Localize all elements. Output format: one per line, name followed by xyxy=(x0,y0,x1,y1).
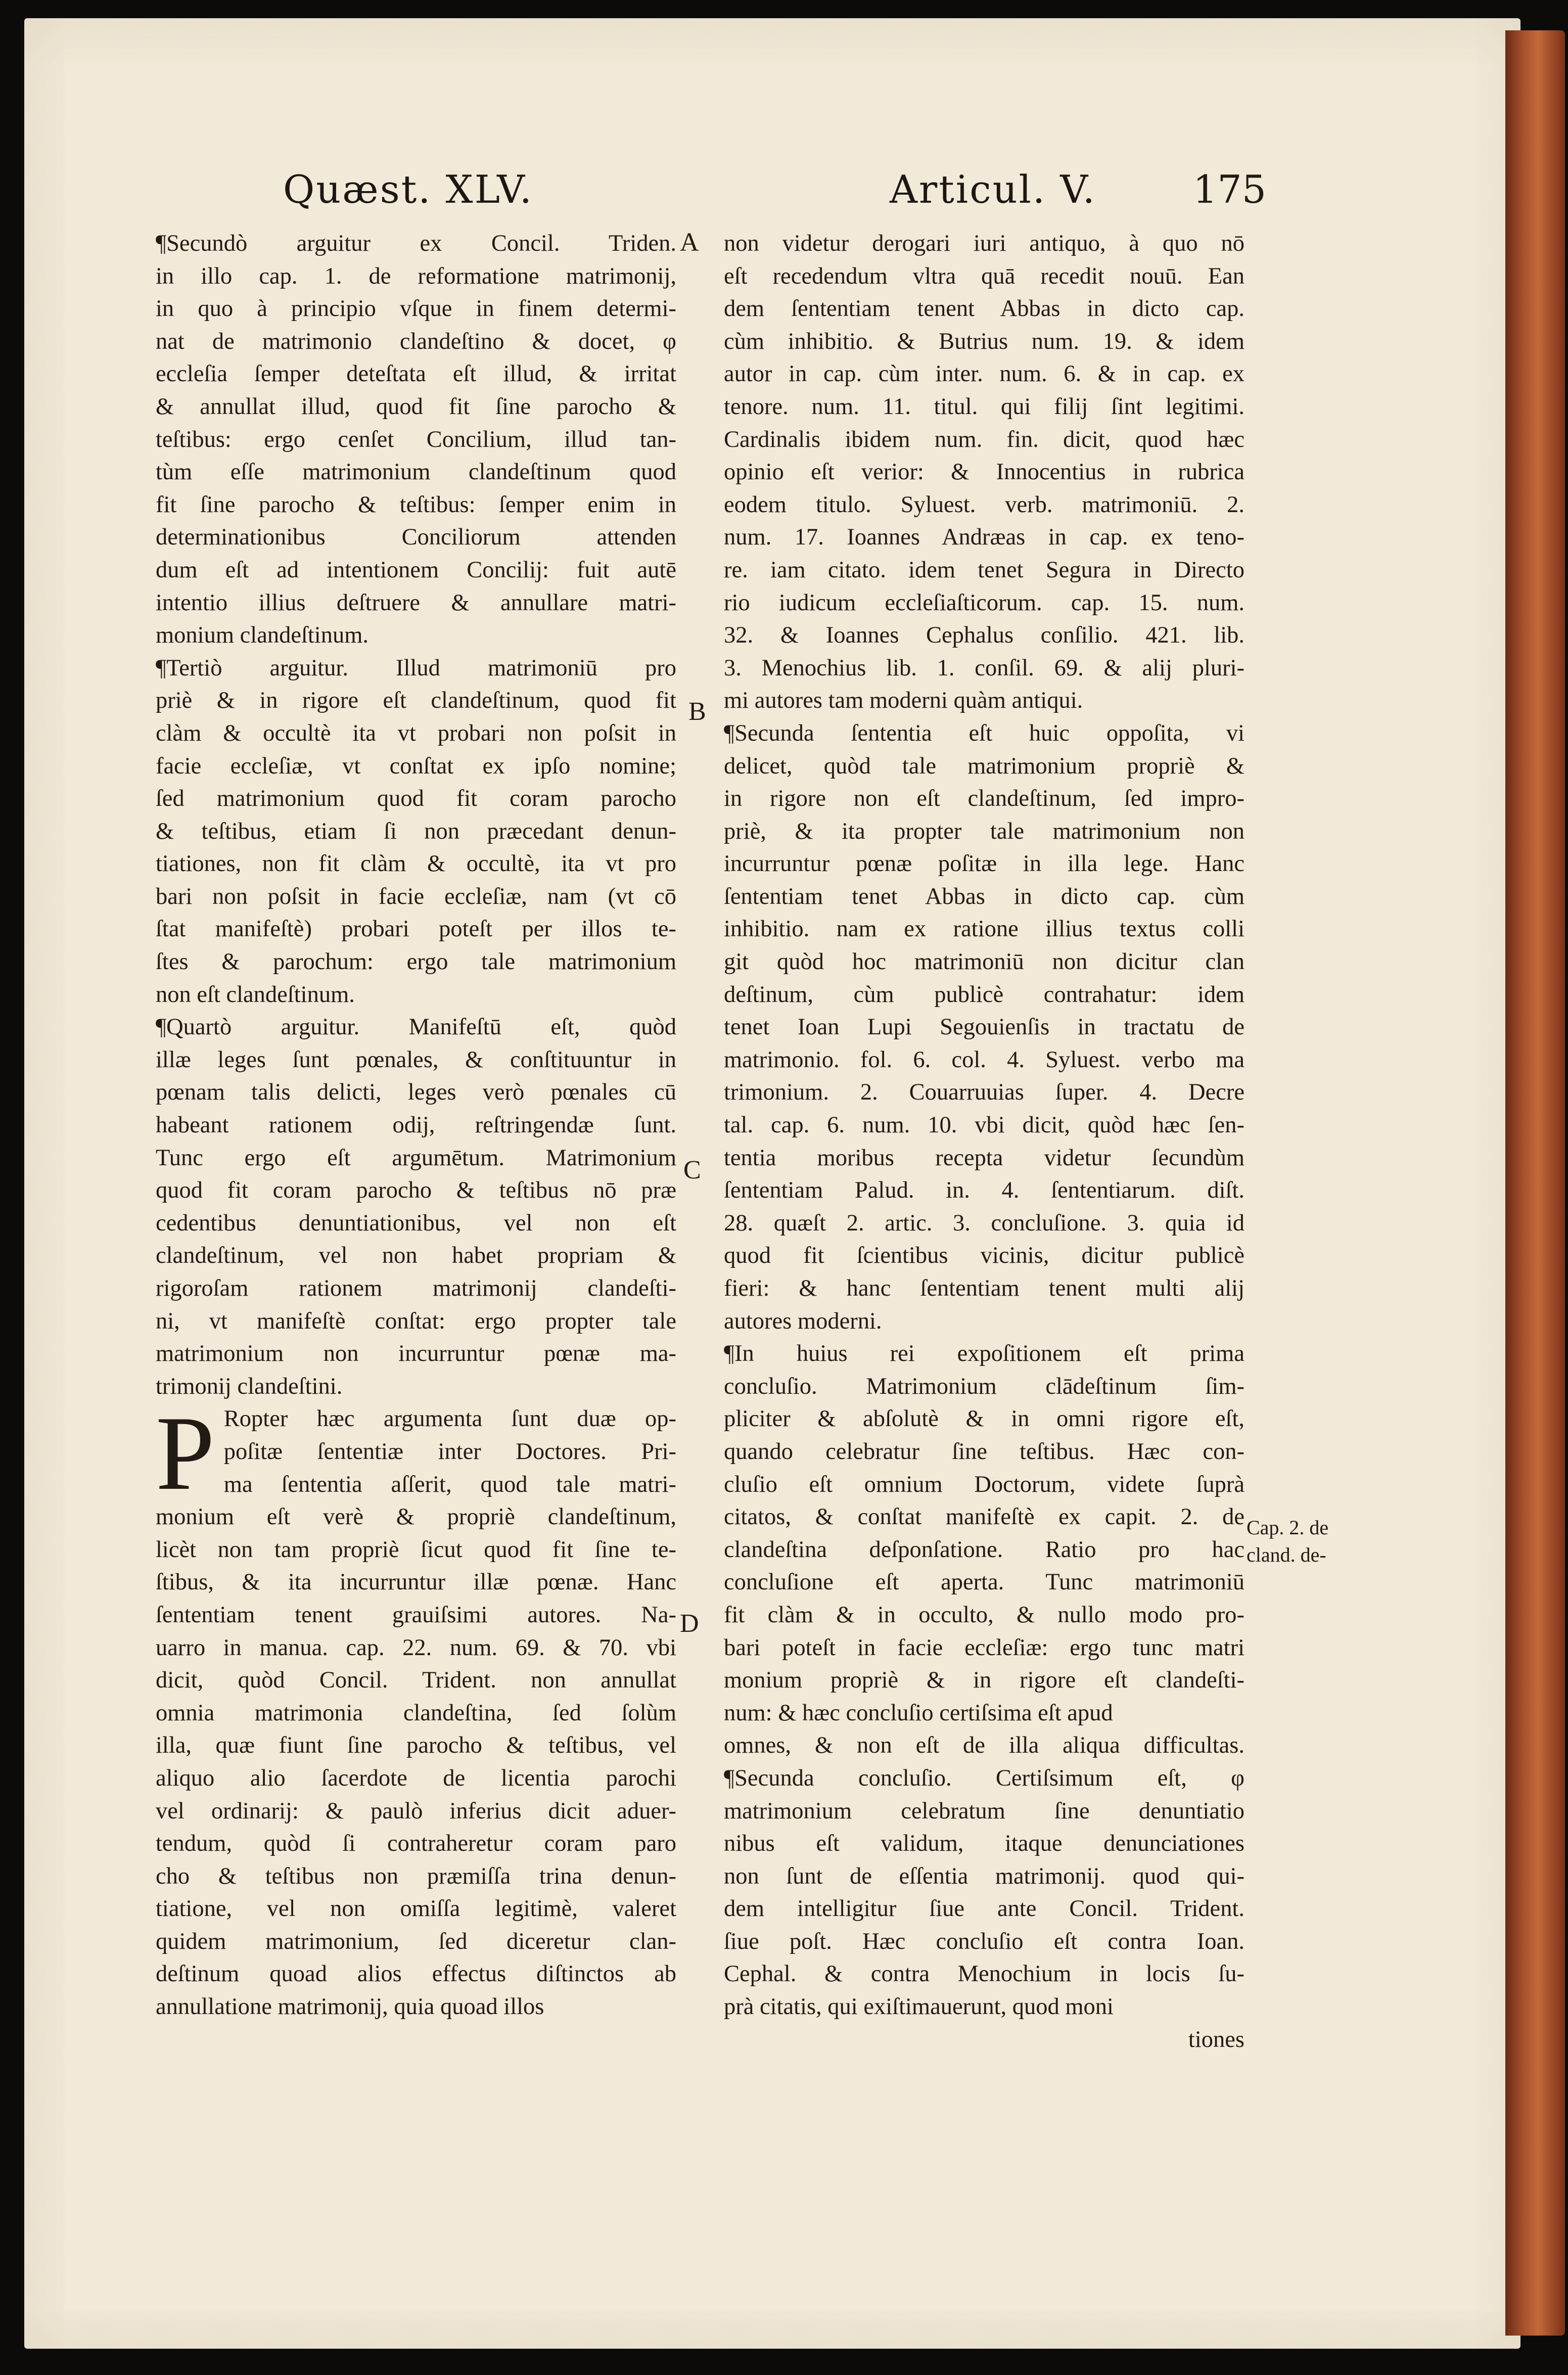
text-line: priè, & ita propter tale matrimonium non xyxy=(724,818,1244,844)
text-line: & teſtibus, etiam ſi non præcedant denun- xyxy=(156,818,676,844)
text-line: determinationibus Conciliorum attenden xyxy=(156,524,676,551)
text-line: dem intelligitur ſiue ante Concil. Trident. xyxy=(724,1896,1244,1922)
text-line: nibus eſt validum, itaque denunciationes xyxy=(724,1831,1244,1857)
text-line: ¶Secunda concluſio. Certiſsimum eſt, φ xyxy=(724,1765,1244,1791)
text-line: monium clandeſtinum. xyxy=(156,622,369,649)
text-line: ſtibus, & ita incurruntur illæ pœnæ. Hanc xyxy=(156,1569,676,1595)
text-line: dum eſt ad intentionem Concilij: fuit autē xyxy=(156,557,676,583)
text-line: eodem titulo. Syluest. verb. matrimoniū. 2. xyxy=(724,491,1244,518)
text-line: Ropter hæc argumenta ſunt duæ op- xyxy=(223,1406,676,1432)
text-line: num. 17. Ioannes Andræas in cap. ex teno- xyxy=(724,524,1244,551)
text-line: re. iam citato. idem tenet Segura in Directo xyxy=(724,557,1244,583)
text-line: matrimonio. fol. 6. col. 4. Syluest. verbo ma xyxy=(724,1046,1244,1073)
text-line: bari non poſsit in facie eccleſiæ, nam (vt cō xyxy=(156,883,676,909)
text-line: 28. quæſt 2. artic. 3. concluſione. 3. quia id xyxy=(724,1210,1244,1236)
text-line: matrimonium celebratum ſine denuntiatio xyxy=(724,1798,1244,1824)
text-line: Cephal. & contra Menochium in locis ſu- xyxy=(724,1961,1244,1987)
text-line: git quòd hoc matrimoniū non dicitur clan xyxy=(724,949,1244,975)
text-line: 3. Menochius lib. 1. conſil. 69. & alij pluri- xyxy=(724,655,1244,681)
text-line: omnes, & non eſt de illa aliqua difficultas. xyxy=(724,1732,1244,1759)
text-line: prà citatis, qui exiſtimauerunt, quod moni xyxy=(724,1994,1114,2020)
text-line: concluſione eſt aperta. Tunc matrimoniū xyxy=(724,1569,1244,1595)
text-line: autores moderni. xyxy=(724,1308,882,1334)
text-line: non ſunt de eſſentia matrimonij. quod qui- xyxy=(724,1863,1244,1889)
text-line: inhibitio. nam ex ratione illius textus colli xyxy=(724,916,1244,942)
text-line: nat de matrimonio clandeſtino & docet, φ xyxy=(156,328,676,354)
text-line: ſententiam tenent grauiſsimi autores. Na- xyxy=(156,1602,676,1628)
text-line: mi autores tam moderni quàm antiqui. xyxy=(724,688,1083,714)
right-column-text xyxy=(724,227,1244,2056)
text-line: tenet Ioan Lupi Segouienſis in tractatu de xyxy=(724,1014,1244,1040)
text-line: fit clàm & in occulto, & nullo modo pro- xyxy=(724,1602,1244,1628)
text-line: clandeſtinum, vel non habet propriam & xyxy=(156,1243,676,1269)
text-line: ſed matrimonium quod fit coram parocho xyxy=(156,786,676,812)
text-line: fieri: & hanc ſententiam tenent multi alij xyxy=(724,1275,1244,1301)
text-line: quidem matrimonium, ſed diceretur clan- xyxy=(156,1928,676,1954)
text-line: deſtinum, cùm publicè contrahatur: idem xyxy=(724,981,1244,1008)
text-line: rio iudicum eccleſiaſticorum. cap. 15. num. xyxy=(724,589,1244,616)
text-line: ſtes & parochum: ergo tale matrimonium xyxy=(156,949,676,975)
text-line: pliciter & abſolutè & in omni rigore eſt, xyxy=(724,1406,1244,1432)
text-line: matrimonium non incurruntur pœnæ ma- xyxy=(156,1341,676,1367)
text-line: illa, quæ fiunt ſine parocho & teſtibus, vel xyxy=(156,1732,676,1759)
text-line: cùm inhibitio. & Butrius num. 19. & idem xyxy=(724,328,1244,354)
text-line: dicit, quòd Concil. Trident. non annullat xyxy=(156,1667,676,1694)
text-line: cho & teſtibus non præmiſſa trina denun- xyxy=(156,1863,676,1889)
dropcap-letter: P xyxy=(156,1395,215,1513)
text-line: ſiue poſt. Hæc concluſio eſt contra Ioan. xyxy=(724,1928,1244,1954)
dropcap-paragraph xyxy=(156,1395,676,1513)
text-line: trimonium. 2. Couarruuias ſuper. 4. Decre xyxy=(724,1079,1244,1106)
text-line: tùm eſſe matrimonium clandeſtinum quod xyxy=(156,459,676,485)
text-line: ma ſententia aſſerit, quod tale matri- xyxy=(223,1471,676,1497)
text-line: clàm & occultè ita vt probari non poſsit in xyxy=(156,720,676,746)
text-line: Tunc ergo eſt argumētum. Matrimonium xyxy=(156,1145,676,1171)
text-line: autor in cap. cùm inter. num. 6. & in cap. ex xyxy=(724,361,1244,387)
text-line: ſententiam Palud. in. 4. ſententiarum. diſt. xyxy=(724,1177,1244,1204)
section-marker-d: D xyxy=(680,1609,699,1638)
text-line: in quo à principio vſque in finem determi- xyxy=(156,296,676,322)
text-line: omnia matrimonia clandeſtina, ſed ſolùm xyxy=(156,1700,676,1726)
text-line: & annullat illud, quod fit ſine parocho & xyxy=(156,393,676,420)
text-line: in rigore non eſt clandeſtinum, ſed impro- xyxy=(724,786,1244,812)
text-line: cluſio eſt omnium Doctorum, videte ſuprà xyxy=(724,1471,1244,1497)
text-line: eccleſia ſemper deteſtata eſt illud, & irritat xyxy=(156,361,676,387)
running-header-left: Quæst. XLV. xyxy=(283,167,533,212)
text-line: aliquo alio ſacerdote de licentia parochi xyxy=(156,1765,676,1791)
text-line: non videtur derogari iuri antiquo, à quo nō xyxy=(724,231,1244,256)
margin-note: Cap. 2. de cland. de- xyxy=(1247,1516,1329,1566)
text-line: eſt recedendum vltra quā recedit nouū. Ean xyxy=(724,263,1244,289)
text-line: annullatione matrimonij, quia quoad illos xyxy=(156,1994,544,2020)
section-marker-b: B xyxy=(688,697,706,726)
text-line: concluſio. Matrimonium clādeſtinum ſim- xyxy=(724,1373,1244,1399)
left-column-continuation xyxy=(156,1501,676,2024)
text-line: Cardinalis ibidem num. fin. dicit, quod hæc xyxy=(724,426,1244,452)
text-line: opinio eſt verior: & Innocentius in rubrica xyxy=(724,459,1244,485)
text-line: clandeſtina deſponſatione. Ratio pro hac xyxy=(724,1536,1244,1563)
text-line: tiatione, vel non omiſſa legitimè, valeret xyxy=(156,1896,676,1922)
text-line: uarro in manua. cap. 22. num. 69. & 70. vbi xyxy=(156,1634,676,1661)
page-number: 175 xyxy=(1193,167,1267,212)
text-line: licèt non tam propriè ſicut quod fit ſine te- xyxy=(156,1536,676,1563)
text-line: monium eſt verè & propriè clandeſtinum, xyxy=(156,1504,676,1530)
text-line: ¶Secundò arguitur ex Concil. Triden. xyxy=(156,231,676,256)
left-column-text xyxy=(156,227,676,1403)
text-line: illæ leges ſunt pœnales, & conſtituuntur in xyxy=(156,1046,676,1073)
text-line: priè & in rigore eſt clandeſtinum, quod fit xyxy=(156,688,676,714)
text-line: deſtinum quoad alios effectus diſtinctos ab xyxy=(156,1961,676,1987)
text-line: intentio illius deſtruere & annullare matri- xyxy=(156,589,676,616)
text-line: ¶Secunda ſententia eſt huic oppoſita, vi xyxy=(724,720,1244,746)
dropcap-lines xyxy=(156,1395,676,1513)
text-line: in illo cap. 1. de reformatione matrimonij, xyxy=(156,263,676,289)
text-line: non eſt clandeſtinum. xyxy=(156,981,355,1008)
text-line: num: & hæc concluſio certiſsima eſt apud xyxy=(724,1700,1113,1726)
text-line: habeant rationem odij, reſtringendæ ſunt. xyxy=(156,1112,676,1138)
text-line: tiationes, non fit clàm & occultè, ita vt pro xyxy=(156,851,676,877)
text-line: bari poteſt in facie eccleſiæ: ergo tunc matri xyxy=(724,1634,1244,1661)
text-line: ni, vt manifeſtè conſtat: ergo propter tale xyxy=(156,1308,676,1334)
text-line: incurruntur pœnæ poſitæ in illa lege. Hanc xyxy=(724,851,1244,877)
text-line: monium propriè & in rigore eſt clandeſti- xyxy=(724,1667,1244,1694)
text-line: ¶Quartò arguitur. Manifeſtū eſt, quòd xyxy=(156,1014,676,1040)
text-line: quando celebratur ſine teſtibus. Hæc con- xyxy=(724,1438,1244,1465)
text-line: tentia moribus recepta videtur ſecundùm xyxy=(724,1145,1244,1171)
text-line: trimonij clandeſtini. xyxy=(156,1373,343,1399)
text-line: ¶Tertiò arguitur. Illud matrimoniū pro xyxy=(156,655,676,681)
text-line: dem ſententiam tenent Abbas in dicto cap. xyxy=(724,296,1244,322)
text-line: tendum, quòd ſi contraheretur coram paro xyxy=(156,1831,676,1857)
section-marker-c: C xyxy=(683,1156,701,1184)
page-fore-edge xyxy=(1505,30,1565,2336)
text-line: vel ordinarij: & paulò inferius dicit aduer- xyxy=(156,1798,676,1824)
text-line: cedentibus denuntiationibus, vel non eſt xyxy=(156,1210,676,1236)
text-line: citatos, & conſtat manifeſtè ex capit. 2. de xyxy=(724,1504,1244,1530)
text-line: rigoroſam rationem matrimonij clandeſti- xyxy=(156,1275,676,1301)
text-line: quod fit ſcientibus vicinis, dicitur publicè xyxy=(724,1243,1244,1269)
text-line: ſententiam tenet Abbas in dicto cap. cùm xyxy=(724,883,1244,909)
section-marker-a: A xyxy=(680,228,699,257)
text-line: ¶In huius rei expoſitionem eſt prima xyxy=(724,1341,1244,1367)
text-line: teſtibus: ergo cenſet Concilium, illud tan- xyxy=(156,426,676,452)
text-line: fit ſine parocho & teſtibus: ſemper enim in xyxy=(156,491,676,518)
text-line: tenore. num. 11. titul. qui filij ſint legitimi. xyxy=(724,393,1244,420)
text-line: quod fit coram parocho & teſtibus nō præ xyxy=(156,1177,676,1204)
running-header-right: Articul. V. xyxy=(890,167,1096,212)
left-column xyxy=(156,227,676,2024)
text-line: delicet, quòd tale matrimonium propriè & xyxy=(724,753,1244,779)
text-line: 32. & Ioannes Cephalus conſilio. 421. lib. xyxy=(724,622,1244,649)
text-line: tiones xyxy=(1188,2026,1244,2052)
right-column xyxy=(724,227,1244,2056)
text-line: pœnam talis delicti, leges verò pœnales cū xyxy=(156,1079,676,1106)
text-line: facie eccleſiæ, vt conſtat ex ipſo nomine; xyxy=(156,753,676,779)
text-line: tal. cap. 6. num. 10. vbi dicit, quòd hæc ſen- xyxy=(724,1112,1244,1138)
text-line: ſtat manifeſtè) probari poteſt per illos te- xyxy=(156,916,676,942)
text-line: poſitæ ſententiæ inter Doctores. Pri- xyxy=(223,1438,676,1465)
